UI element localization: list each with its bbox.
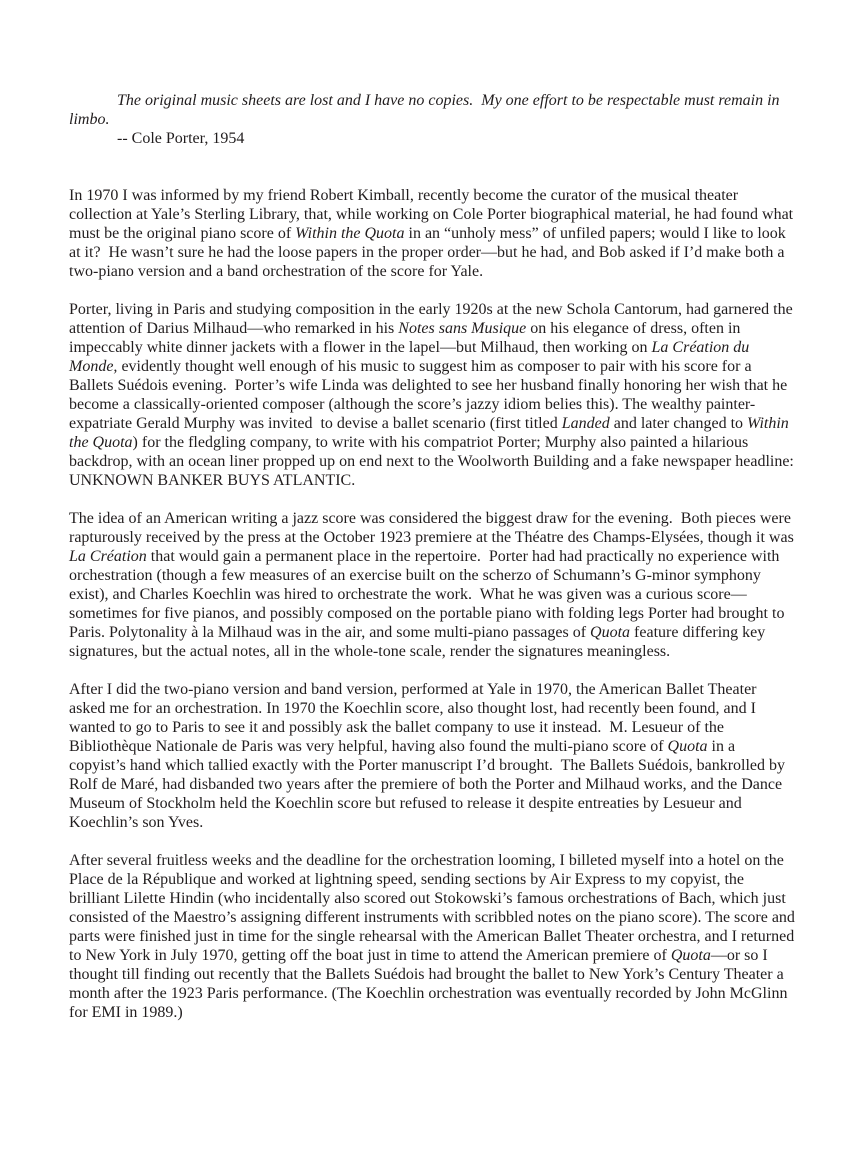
- text-run: on his elegance of dress, often in impeccably white dinner jackets with a flower in the lapel—but Milhaud, then working on: [69, 320, 745, 356]
- paragraph: [69, 851, 799, 1022]
- epigraph-attribution: -- Cole Porter, 1954: [117, 130, 245, 147]
- paragraph: [69, 680, 795, 832]
- text-run: in a copyist’s hand which tallied exactly with the Porter manuscript I’d brought. The Ballets Suédois, bankrolled by Rolf de Maré, had disbanded two years after the premiere of both the Porter and Milhaud works, and the Dance Museum of Stockholm held the Koechlin score but refused to release it despite entreaties by Lesueur and Koechlin’s son Yves.: [69, 738, 790, 831]
- italic-text-run: Within the Quota: [69, 415, 793, 451]
- italic-text-run: La Création du Monde,: [69, 339, 754, 375]
- italic-text-run: Notes sans Musique: [398, 320, 527, 337]
- italic-text-run: La Création: [69, 548, 147, 565]
- text-run: ) for the fledgling company, to write with his compatriot Porter; Murphy also painted a hilarious backdrop, with an ocean liner propped up on end next to the Woolworth Building and a fake newspaper headline: UNKNOWN BANKER BUYS ATLANTIC.: [69, 434, 802, 489]
- italic-text-run: The original music sheets are lost and I have no copies. My one effort to be respectable must remain in limbo.: [69, 92, 784, 128]
- text-run: and later changed to: [609, 415, 748, 432]
- italic-text-run: Landed: [561, 415, 610, 432]
- epigraph: [69, 91, 795, 148]
- text-run: After several fruitless weeks and the deadline for the orchestration looming, I billeted myself into a hotel on the Place de la République and worked at lightning speed, sending sections by Air Express to my copyist, the brilliant Lilette Hindin (who incidentally also scored out Stokowski’s famous orchestrations of Bach, which just consisted of the Maestro’s assigning different instruments with scribbled notes on the piano score). The score and parts were finished just in time for the single rehearsal with the American Ballet Theater orchestra, and I returned to New York in July 1970, getting off the boat just in time to attend the American premiere of: [69, 852, 799, 964]
- text-run: In 1970 I was informed by my friend Robert Kimball, recently become the curator of the musical theater collection at Yale’s Sterling Library, that, while working on Cole Porter biographical material, he had found what must be the original piano score of: [69, 187, 798, 242]
- paragraph: [69, 186, 798, 281]
- italic-text-run: Within the Quota: [295, 225, 405, 242]
- text-run: in an “unholy mess” of unfiled papers; would I like to look at it? He wasn’t sure he had the loose papers in the proper order—but he had, and Bob asked if I’d make both a two-piano version and a band orchestration of the score for Yale.: [69, 225, 790, 280]
- text-run: feature differing key signatures, but the actual notes, all in the whole-tone scale, render the signatures meaningless.: [69, 624, 770, 660]
- italic-text-run: Quota: [667, 738, 708, 755]
- italic-text-run: Quota: [590, 624, 631, 641]
- text-run: After I did the two-piano version and band version, performed at Yale in 1970, the American Ballet Theater asked me for an orchestration. In 1970 the Koechlin score, also thought lost, had recently been found, and I wanted to go to Paris to see it and possibly ask the ballet company to use it instead. M. Lesueur of the Bibliothèque Nationale de Paris was very helpful, having also found the multi-piano score of: [69, 681, 761, 755]
- paragraph: [69, 509, 798, 661]
- epigraph-quote: [69, 91, 795, 129]
- italic-text-run: Quota: [670, 947, 711, 964]
- document-body: [69, 186, 802, 1022]
- paragraph: [69, 300, 802, 490]
- text-run: The idea of an American writing a jazz score was considered the biggest draw for the evening. Both pieces were rapturously received by the press at the October 1923 premiere at the Théatre des Champs-Elysées, though it was: [69, 510, 798, 546]
- text-run: —or so I thought till finding out recently that the Ballets Suédois had brought the ballet to New York’s Century Theater a month after the 1923 Paris performance. (The Koechlin orchestration was eventually recorded by John McGlinn for EMI in 1989.): [69, 947, 792, 1021]
- text-run: evidently thought well enough of his music to suggest him as composer to pair with his score for a Ballets Suédois evening. Porter’s wife Linda was delighted to see her husband finally honoring her wish that he become a classically-oriented composer (although the score’s jazzy idiom belies this). The wealthy painter-expatriate Gerald Murphy was invited to devise a ballet scenario (first titled: [69, 358, 792, 432]
- text-run: Porter, living in Paris and studying composition in the early 1920s at the new Schola Cantorum, had garnered the attention of Darius Milhaud—who remarked in his: [69, 301, 797, 337]
- text-run: that would gain a permanent place in the repertoire. Porter had had practically no experience with orchestration (though a few measures of an exercise built on the scherzo of Schumann’s G-minor symphony exist), and Charles Koechlin was hired to orchestrate the work. What he was given was a curious score—sometimes for five pianos, and possibly composed on the portable piano with folding legs Porter had brought to Paris. Polytonality à la Milhaud was in the air, and some multi-piano passages of: [69, 548, 789, 641]
